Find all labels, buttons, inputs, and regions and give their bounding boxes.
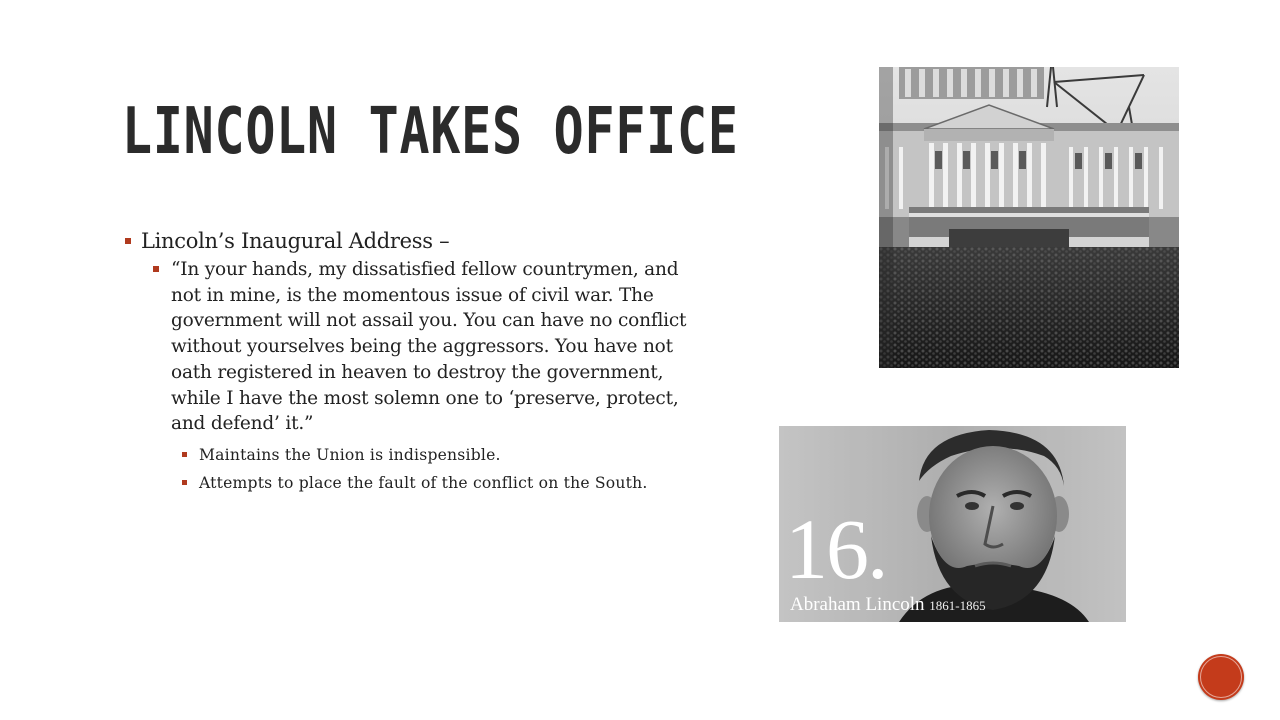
bullet-quote bbox=[152, 257, 712, 437]
square-bullet-icon bbox=[182, 452, 187, 457]
bullet-inaugural-address bbox=[122, 226, 712, 256]
slide-nav-button[interactable] bbox=[1198, 654, 1244, 700]
circle-button-icon bbox=[1200, 656, 1242, 698]
bullet-text: Lincoln’s Inaugural Address – bbox=[141, 229, 450, 253]
sub-bullet-text: Attempts to place the fault of the conflict on the South. bbox=[199, 473, 648, 492]
sub-bullet-text: Maintains the Union is indispensible. bbox=[199, 445, 501, 464]
sub-bullet-union bbox=[180, 445, 712, 465]
portrait-caption bbox=[790, 594, 986, 617]
square-bullet-icon bbox=[182, 480, 187, 485]
quote-text: “In your hands, my dissatisfied fellow countrymen, and not in mine, is the momentous issue of civil war. The government will not assail you. You can have no conflict without yourselves being the aggressors. You have not oath registered in heaven to destroy the government, while I have the most solemn one to ‘preserve, protect, and defend’ it.” bbox=[171, 259, 687, 435]
president-name: Abraham Lincoln bbox=[790, 594, 925, 615]
slide-title: LINCOLN TAKES OFFICE bbox=[122, 95, 739, 169]
slide-content bbox=[122, 226, 712, 493]
term-years: 1861-1865 bbox=[929, 598, 986, 613]
sub-bullet-fault bbox=[180, 473, 712, 493]
president-number: 16. bbox=[785, 501, 887, 597]
square-bullet-icon bbox=[153, 266, 159, 272]
square-bullet-icon bbox=[125, 238, 131, 244]
capitol-inauguration-photo bbox=[879, 67, 1179, 368]
